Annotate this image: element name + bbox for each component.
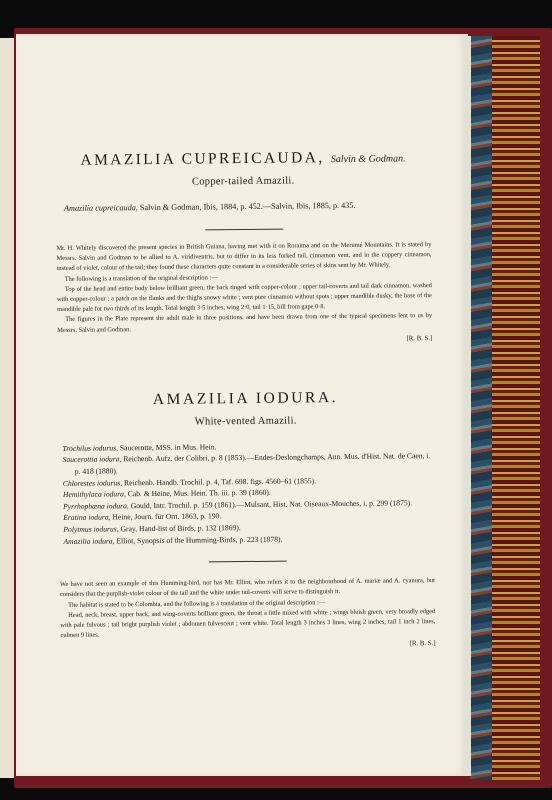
common-name: Copper-tailed Amazili. bbox=[191, 175, 295, 188]
species-title: AMAZILIA IODURA. bbox=[152, 388, 339, 408]
facing-page-edge bbox=[0, 38, 14, 778]
synonym-entry: Saucerottia iodura, Reichenb. Aufz. der Colibri, p. 8 (1853).—Endes-Deslongchamps, Ann. Mus. d'Hist. Nat. de Caen, i. p. 418 (1880). bbox=[62, 451, 431, 476]
species-authors: Salvin & Godman. bbox=[330, 153, 406, 166]
description-text: We have not seen an example of this Humming-bird, nor has Mr. Elliot, who refers it to the neighbourhood of A. mariæ and A. cyanura, but considers that the purplish-violet colour of the tail and the white under tail-coverts will serve to distinguish it. The habitat is stated to be Colombia, and the following is a translation of the original description :— Head, neck, breast, upper back, and wing-coverts brilliant green, the throat a little mixed with white ; wings bluish green, very broadly edged with pale fulvous ; tail bright purplish violet ; abdomen fulvescent ; vent white. Total length 3 inches 3 lines, wing 2 inches, tail 1 inch 2 lines, culmen 9 lines. bbox=[59, 577, 436, 640]
synonym-entry: Chlorestes iodurus, Reichenb. Handb. Trochil. p. 4, Taf. 698. figs. 4560–61 (1855). bbox=[62, 475, 317, 488]
page-text bbox=[55, 108, 436, 651]
synonym-entry: Eratina iodura, Heine, Journ. für Orn. 1863, p. 190. bbox=[63, 511, 222, 523]
synonym-entry: Polytmus iodurus, Gray, Hand-list of Birds, p. 132 (1869). bbox=[63, 523, 241, 534]
divider-rule bbox=[205, 229, 283, 231]
synonym-entry: Hemithylaca iodura, Cab. & Heine, Mus. Hein. Th. iii. p. 39 (1860). bbox=[62, 487, 271, 500]
synonymy-list bbox=[58, 439, 434, 547]
description-text: Mr. H. Whitely discovered the present species in British Guiana, having met with it on Roraima and on the Merumé Mountains. It is stated by Messrs. Salvin and Godman to be allied to A. viridiventris, but to differ in its less forked tail, cinnamon vent, and in the coppery cinnamon, instead of violet, colour of the tail; they found these characters quite constant in a considerable series of skins sent by Mr. Whitely. The following is a translation of the original description :— Top of the head and entire body below brilliant green, the back tinged with copper-colour ; upper tail-coverts and tail dark cinnamon, washed with copper-colour ; a patch on the flanks and the thighs snowy white ; vent pure cinnamon without spots ; upper mandible dusky, the base of the mandible pale for two thirds of its length. Total length 3·5 inches, wing 2·0, tail 1·15, bill from gape 0·8. The figures in the Plate represent the adult male in three positions, and have been drawn from one of the typical specimens lent to us by Messrs. Salvin and Godman. bbox=[56, 241, 433, 334]
common-name: White-vented Amazili. bbox=[194, 415, 297, 428]
reference-line: Amazilia cupreicauda, Salvin & Godman, Ibis, 1884, p. 452.—Salvin, Ibis, 1885, p. 435. bbox=[63, 200, 356, 213]
synonym-entry: Pyrrhophæna iodura, Gould, Intr. Trochil. p. 159 (1861).—Mulsant, Hist. Nat. Oiseaux-Mouches, i. p. 299 (1875). bbox=[63, 498, 413, 511]
synonym-entry: Amazilia iodura, Elliot, Synopsis of the Humming-Birds, p. 223 (1878). bbox=[63, 534, 283, 546]
divider-rule bbox=[208, 561, 286, 563]
gilt-tooled-border bbox=[492, 36, 540, 780]
species-title: AMAZILIA CUPREICAUDA, Salvin & Godman. bbox=[80, 149, 406, 169]
synonym-entry: Trochilus iodurus, Saucerotte, MSS. in Mus. Hein. bbox=[62, 442, 217, 453]
marbled-endpaper bbox=[470, 36, 492, 780]
author-initials: [R. B. S.] bbox=[406, 334, 433, 343]
author-initials: [R. B. S.] bbox=[409, 640, 436, 648]
